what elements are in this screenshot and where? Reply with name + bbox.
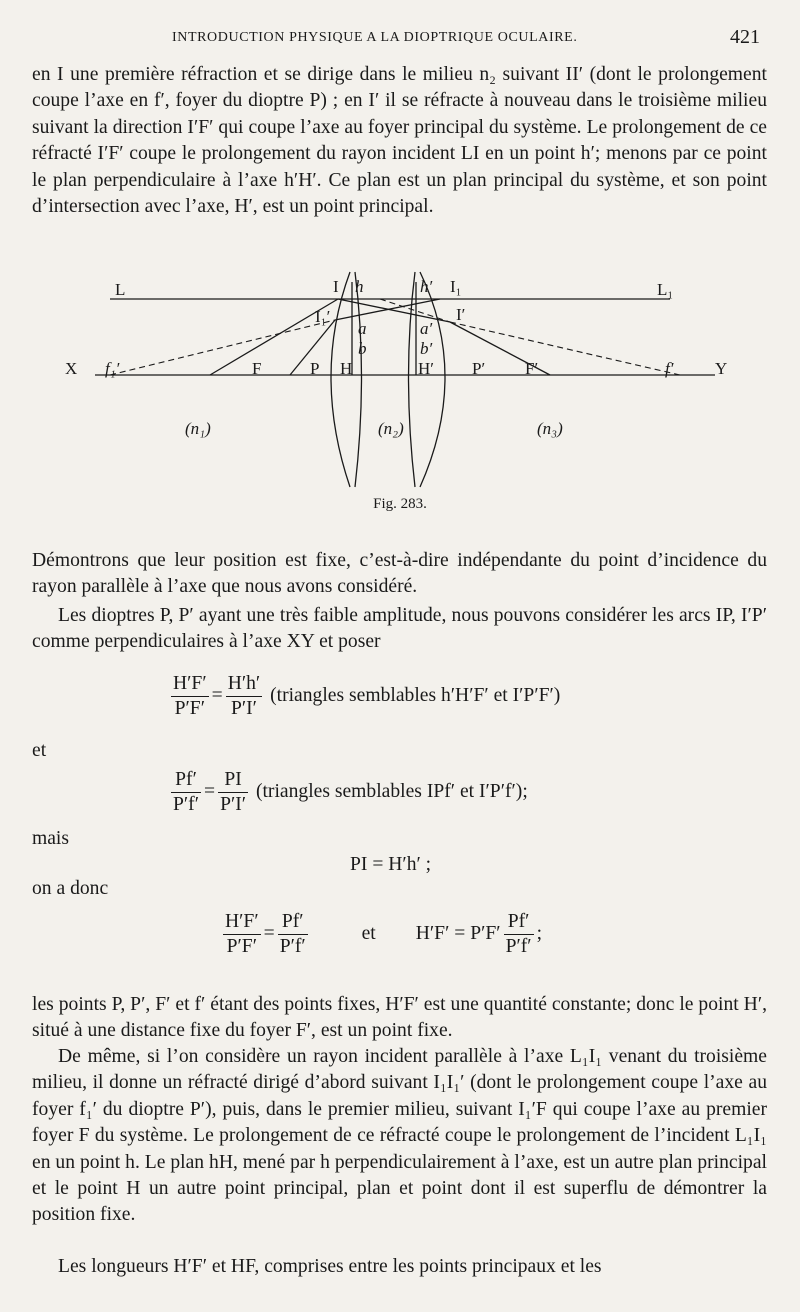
- word-et-1: et: [32, 740, 47, 761]
- label-b: b: [358, 339, 367, 358]
- label-l1: L₁: [657, 280, 674, 299]
- numerator: PI: [218, 768, 248, 793]
- label-ap: a′: [420, 319, 433, 338]
- numerator: H′F′: [223, 910, 261, 935]
- page-header: [0, 26, 800, 54]
- label-y: Y: [715, 359, 728, 378]
- denominator: P′f′: [173, 794, 199, 815]
- equals-sign: =: [204, 781, 216, 802]
- paragraph-5: De même, si l’on considère un rayon incident parallèle à l’axe L₁I₁ venant du troisième milieu, il donne un réfracté dirigé d’abord suivant I₁I₁′ (dont le prolongement coupe l’axe au foyer f₁′ du dioptre P′), puis, dans le premier milieu, suivant I₁′F qui coupe l’axe au premier foyer F du système. Le prolongement de ce réfracté coupe le prolongement de l’incident L₁I₁ en un point h. Le plan hH, mené par h perpendiculairement à l’axe, est un autre plan principal et le point H un autre point principal, plan et point dont il est superflu de démontrer la position fixe.: [32, 1046, 767, 1226]
- equation-note: (triangles semblables IPf′ et I′P′f′);: [255, 781, 528, 802]
- dashed-prolong-left: [110, 320, 335, 375]
- figure-283: [50, 262, 750, 522]
- paragraph-4: les points P, P′, F′ et f′ étant des points fixes, H′F′ est une quantité constante; donc le point H′, situé à une distance fixe du foyer F′, est un point fixe.: [32, 994, 767, 1042]
- dashed-cross-1: [380, 299, 450, 322]
- word-mais: mais: [32, 828, 70, 849]
- word-et-2: et: [361, 923, 376, 944]
- numerator: H′h′: [226, 672, 263, 697]
- label-h-cap: H: [340, 359, 353, 378]
- label-a: a: [358, 319, 367, 338]
- label-bp: b′: [420, 339, 433, 358]
- label-i1: I₁: [450, 277, 462, 296]
- numerator: H′F′: [171, 672, 209, 697]
- equation-rhs: H′F′ = P′F′: [415, 923, 501, 944]
- label-hp-cap: H′: [418, 359, 434, 378]
- equals-sign: =: [211, 685, 223, 706]
- equation-4: [220, 910, 542, 959]
- equation-1: [168, 672, 560, 721]
- fraction: [504, 910, 534, 959]
- numerator: Pf′: [504, 910, 534, 935]
- label-l: L: [115, 280, 126, 299]
- fraction: [171, 768, 201, 817]
- figure-caption: Fig. 283.: [373, 496, 427, 512]
- equation-end: ;: [536, 923, 543, 944]
- label-p: P: [310, 359, 320, 378]
- paragraph-2: Démontrons que leur position est fixe, c’est-à-dire indépendante du point d’incidence du rayon parallèle à l’axe que nous avons considéré.: [32, 550, 767, 598]
- dioptre-pp-arc: [420, 272, 445, 487]
- label-x: X: [65, 359, 78, 378]
- label-hp: h′: [420, 277, 433, 296]
- equals-sign: =: [263, 923, 275, 944]
- running-head: INTRODUCTION PHYSIQUE A LA DIOPTRIQUE OCULAIRE.: [172, 30, 578, 45]
- label-i: I: [333, 277, 339, 296]
- label-n2: (n₂): [378, 419, 404, 438]
- fraction: [218, 768, 248, 817]
- optics-diagram: [50, 262, 750, 492]
- denominator: P′f′: [505, 936, 532, 957]
- label-pp: P′: [472, 359, 486, 378]
- equation-2: [168, 768, 528, 817]
- equation-note: (triangles semblables h′H′F′ et I′P′F′): [270, 685, 561, 706]
- paragraph-6: Les longueurs H′F′ et HF, comprises entre les points principaux et les: [58, 1256, 602, 1277]
- paragraph-1: en I une première réfraction et se dirige dans le milieu n₂ suivant II′ (dont le prolongement coupe l’axe en f′, foyer du dioptre P) ; en I′ il se réfracte à nouveau dans le troisième milieu suivant la direction I′F′ qui coupe l’axe au foyer principal du système. Le prolongement de ce réfracté I′F′ coupe le prolongement du rayon incident LI en un point h′; menons par ce point le plan perpendiculaire à l’axe h′H′. Ce plan est un plan principal du système, et son point d’intersection avec l’axe, H′, est un point principal.: [32, 64, 767, 218]
- word-on-a-donc: on a donc: [32, 878, 109, 899]
- numerator: Pf′: [278, 910, 308, 935]
- denominator: P′f′: [279, 936, 306, 957]
- label-fp: F′: [525, 359, 539, 378]
- label-n1: (n₁): [185, 419, 211, 438]
- dioptre-p-arc: [331, 272, 353, 487]
- equation-3: PI = H′h′ ;: [350, 854, 432, 875]
- label-h: h: [355, 277, 364, 296]
- denominator: P′I′: [230, 698, 257, 719]
- label-fp-small: f′: [665, 359, 674, 378]
- fraction: [171, 672, 209, 721]
- label-f: F: [252, 359, 262, 378]
- fraction: [223, 910, 261, 959]
- label-i1p: I₁′: [315, 307, 331, 326]
- denominator: P′F′: [226, 936, 257, 957]
- paragraph-3: Les dioptres P, P′ ayant une très faible amplitude, nous pouvons considérer les arcs IP, I′P′ comme perpendiculaires à l’axe XY et poser: [32, 605, 767, 653]
- label-f1p: f₁′: [105, 359, 120, 378]
- label-n3: (n₃): [537, 419, 563, 438]
- denominator: P′I′: [220, 794, 247, 815]
- fraction: [278, 910, 308, 959]
- label-ip: I′: [456, 305, 466, 324]
- numerator: Pf′: [171, 768, 201, 793]
- denominator: P′F′: [174, 698, 205, 719]
- fraction: [226, 672, 263, 721]
- page-number: 421: [730, 26, 760, 48]
